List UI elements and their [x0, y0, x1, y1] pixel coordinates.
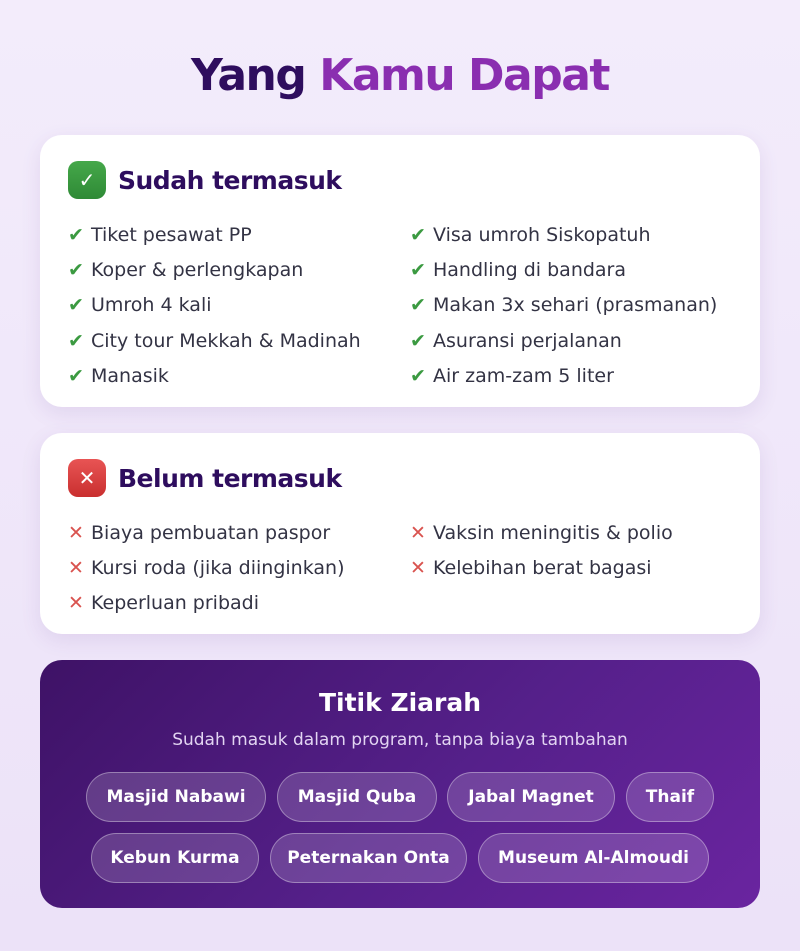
list-item-label: Tiket pesawat PP [91, 223, 252, 246]
check-icon: ✔ [68, 294, 84, 317]
chip-jabal-magnet[interactable]: Jabal Magnet [447, 772, 615, 822]
ziarah-title: Titik Ziarah [318, 688, 482, 717]
list-item [68, 515, 344, 550]
check-icon: ✔ [68, 258, 84, 281]
included-list-left [68, 217, 361, 393]
list-item-label: City tour Mekkah & Madinah [91, 329, 361, 352]
list-item-label: Umroh 4 kali [91, 294, 212, 317]
list-item-label: Biaya pembuatan paspor [91, 521, 331, 544]
chip-peternakan-onta[interactable]: Peternakan Onta [270, 833, 467, 883]
list-item-label: Asuransi perjalanan [433, 329, 622, 352]
x-icon: ✕ [410, 556, 426, 579]
title-part2: Kamu Dapat [319, 50, 609, 101]
x-icon: ✕ [68, 556, 84, 579]
chip-museum-al-almoudi[interactable]: Museum Al-Almoudi [478, 833, 709, 883]
x-icon: ✕ [410, 521, 426, 544]
list-item [68, 217, 361, 252]
list-item [410, 217, 717, 252]
included-card [40, 135, 760, 407]
list-item [68, 550, 344, 585]
excluded-title: Belum termasuk [118, 463, 342, 493]
list-item [68, 323, 361, 358]
chip-thaif[interactable]: Thaif [626, 772, 714, 822]
included-header [68, 161, 342, 199]
excluded-card [40, 433, 760, 634]
list-item-label: Vaksin meningitis & polio [433, 521, 673, 544]
x-icon: ✕ [68, 592, 84, 615]
chip-masjid-nabawi[interactable]: Masjid Nabawi [86, 772, 266, 822]
check-icon: ✔ [410, 294, 426, 317]
list-item-label: Manasik [91, 364, 169, 387]
list-item [410, 323, 717, 358]
check-icon: ✔ [410, 364, 426, 387]
check-icon: ✔ [68, 364, 84, 387]
ziarah-subtitle: Sudah masuk dalam program, tanpa biaya tambahan [172, 730, 628, 750]
list-item [68, 288, 361, 323]
check-icon: ✔ [68, 329, 84, 352]
check-icon: ✔ [410, 329, 426, 352]
ziarah-panel [40, 660, 760, 908]
check-icon: ✔ [410, 223, 426, 246]
list-item-label: Koper & perlengkapan [91, 258, 304, 281]
list-item-label: Keperluan pribadi [91, 592, 260, 615]
list-item-label: Air zam-zam 5 liter [433, 364, 614, 387]
included-list-right [410, 217, 717, 393]
chip-masjid-quba[interactable]: Masjid Quba [277, 772, 437, 822]
list-item-label: Makan 3x sehari (prasmanan) [433, 294, 718, 317]
excluded-list-left [68, 515, 344, 621]
list-item [410, 252, 717, 287]
x-icon: ✕ [68, 521, 84, 544]
list-item [68, 358, 361, 393]
excluded-list-right [410, 515, 673, 586]
list-item [410, 288, 717, 323]
list-item [410, 550, 673, 585]
list-item-label: Visa umroh Siskopatuh [433, 223, 651, 246]
list-item-label: Kelebihan berat bagasi [433, 556, 652, 579]
checkmark-icon: ✓ [68, 161, 106, 199]
title-part1: Yang [191, 50, 306, 101]
list-item [68, 586, 344, 621]
list-item [68, 252, 361, 287]
excluded-header [68, 459, 342, 497]
list-item-label: Kursi roda (jika diinginkan) [91, 556, 345, 579]
check-icon: ✔ [68, 223, 84, 246]
list-item [410, 515, 673, 550]
chip-kebun-kurma[interactable]: Kebun Kurma [91, 833, 259, 883]
page-title [0, 50, 800, 101]
check-icon: ✔ [410, 258, 426, 281]
included-title: Sudah termasuk [118, 165, 342, 195]
list-item-label: Handling di bandara [433, 258, 627, 281]
list-item [410, 358, 717, 393]
cross-icon: ✕ [68, 459, 106, 497]
